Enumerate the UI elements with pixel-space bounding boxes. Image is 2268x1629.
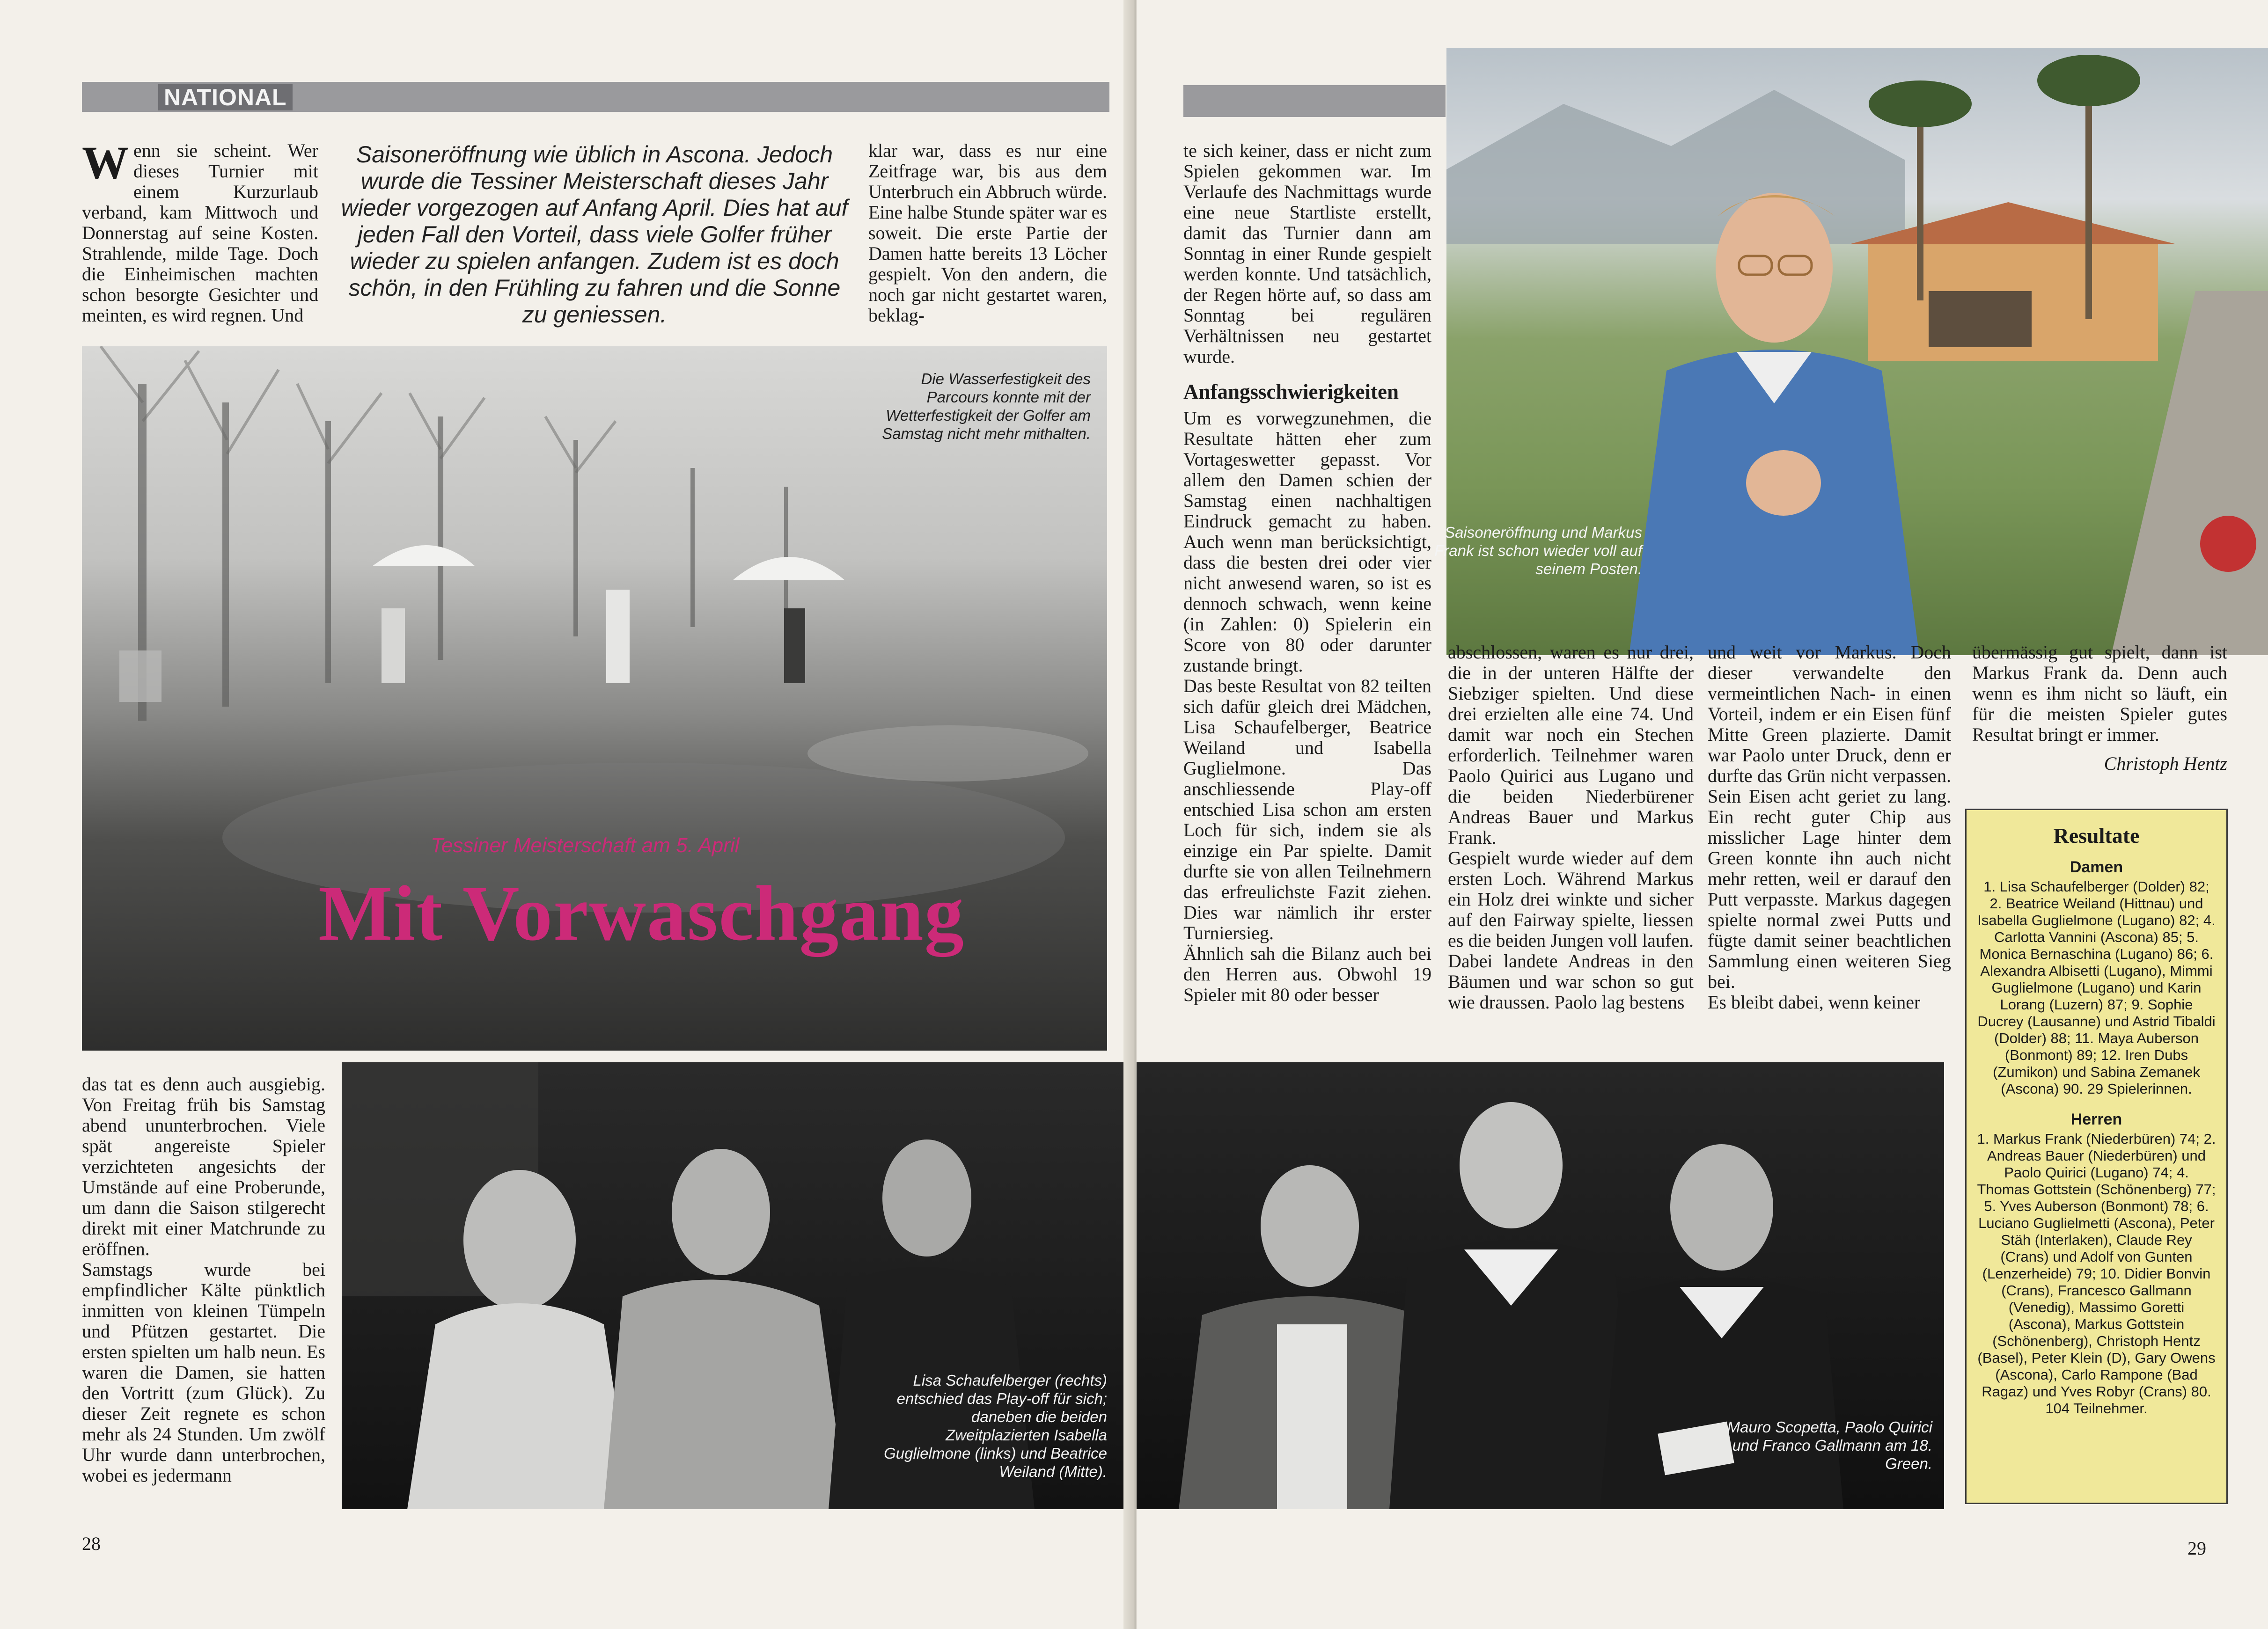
results-damen-heading: Damen <box>2070 858 2123 876</box>
page-number-right: 29 <box>2187 1538 2206 1559</box>
paragraph: te sich keiner, dass er nicht zum Spielen gekommen war. Im Verlaufe des Nachmittags wurde eine neue Startliste erstellt, damit das Turnier dann am Sonntag in einer Runde gespielt werden konnte. Und tatsächlich, der Regen hörte auf, so dass am Sonntag bei regulären Verhältnissen neu gestartet wurde. <box>1183 140 1431 367</box>
lead-paragraph: Saisoneröffnung wie üblich in Ascona. Jedoch wurde die Tessiner Meisterschaft dieses Jahr wieder vorgezogen auf Anfang April. Dies hat auf jeden Fall den Vorteil, dass viele Golfer früher wieder zu spielen anfangen. Zudem ist es doch schön, in den Frühling zu fahren und die Sonne zu geniessen. <box>341 141 848 328</box>
paragraph: Samstags wurde bei empfindlicher Kälte pünktlich inmitten von kleinen Tümpeln und Pfützen gestartet. Die ersten spielten um halb neun. Es waren die Damen, sie hatten den Vortritt (zum Glück). Zu dieser Zeit regnete es schon mehr als 24 Stunden. Um zwölf Uhr wurde dann unterbrochen, wobei es jedermann <box>82 1259 325 1486</box>
photo4-caption: Mauro Scopetta, Paolo Quirici und Franco Gallmann am 18. Green. <box>1727 1418 1932 1472</box>
left-page <box>0 0 1132 1629</box>
column-1-bottom <box>82 1074 325 1486</box>
author-byline: Christoph Hentz <box>2104 753 2227 774</box>
intro-column <box>82 137 318 326</box>
section-header-bar-right <box>1183 85 1446 117</box>
right-column-2 <box>1448 642 1694 1013</box>
paragraph: Gespielt wurde wieder auf dem ersten Loch. Während Markus ein Holz drei winkte und sicher auf den Fairway spielte, liessen es die beiden Jungen voll laufen. Dabei landete Andreas in den Bäumen und war schon so gut wie draussen. Paolo lag bestens <box>1448 847 1694 1013</box>
drop-cap: W <box>82 137 129 189</box>
right-column-1 <box>1183 140 1431 1005</box>
paragraph: Das beste Resultat von 82 teilten sich dafür gleich drei Mädchen, Lisa Schaufelberger, Beatrice Weiland und Isabella Guglielmone. Das anschliessende Play-off entschied Lisa schon am ersten Loch für sich, indem sie als einzige ein Par spielte. Damit durfte sie von allen Teilnehmern das erfreulichste Fazit ziehen. Dies war nämlich ihr erster Turniersieg. <box>1183 675 1431 943</box>
subhead: Anfangsschwierigkeiten <box>1183 380 1399 403</box>
paragraph: abschlossen, waren es nur drei, die in der unteren Hälfte der Siebziger spielten. Und diese drei erzielten alle eine 74. Und damit war noch ein Stechen erforderlich. Teilnehmer waren Paolo Quirici aus Lugano und die beiden Niederbürener Andreas Bauer und Markus Frank. <box>1448 642 1694 848</box>
article-subtitle: Tessiner Meisterschaft am 5. April <box>431 834 740 857</box>
results-box <box>1965 809 2228 1504</box>
photo3-caption: Saisoneröffnung und Markus Frank ist schon wieder voll auf seinem Posten. <box>1434 524 1642 577</box>
right-column-4 <box>1972 642 2227 774</box>
intro-text: enn sie scheint. Wer dieses Turnier mit einem Kurzurlaub verband, kam Mittwoch und Donnerstag auf seine Kosten. Strahlende, milde Tage. Doch die Einheimischen machten schon besorgte Gesichter und meinten, es wird regnen. Und <box>82 140 318 326</box>
results-herren-heading: Herren <box>2070 1110 2122 1128</box>
results-damen-list: 1. Lisa Schaufelberger (Dolder) 82; 2. Beatrice Weiland (Hittnau) und Isabella Guglielmone (Lugano) 82; 4. Carlotta Vannini (Ascona) 85; 5. Monica Bernaschina (Lugano) 86; 6. Alexandra Albisetti (Lugano), Mimmi Guglielmone (Lugano) und Karin Lorang (Luzern) 87; 9. Sophie Ducrey (Lausanne) und Astrid Tibaldi (Dolder) 88; 11. Maya Auberson (Bonmont) 89; 12. Iren Dubs (Zumikon) und Sabina Zemanek (Ascona) 90. 29 Spielerinnen. <box>1977 878 2216 1097</box>
results-herren-list: 1. Markus Frank (Niederbüren) 74; 2. Andreas Bauer (Niederbüren) und Paolo Quirici (Lugano) 74; 4. Thomas Gottstein (Schönenberg) 77; 5. Yves Auberson (Bonmont) 78; 6. Luciano Guglielmetti (Ascona), Peter Stäh (Interlaken), Claude Rey (Crans) und Adolf von Gunten (Lenzerheide) 79; 10. Didier Bonvin (Crans), Francesco Gallmann (Venedig), Massimo Goretti (Ascona), Markus Gottstein (Schönenberg), Christoph Hentz (Basel), Peter Klein (D), Gary Owens (Ascona), Carlo Rampone (Bad Ragaz) und Yves Robyr (Crans) 80. 104 Teilnehmer. <box>1977 1131 2216 1417</box>
right-page <box>1137 0 2268 1629</box>
paragraph: und weit vor Markus. Doch dieser verwandelte den vermeintlichen Nach- in einen Vorteil, indem er ein Eisen fünf Mitte Green plazierte. Damit war Paolo unter Druck, denn er durfte das Grün nicht verpassen. Sein Eisen acht geriet zu lang. Ein recht guter Chip aus misslicher Lage hinter dem Green konnte ihn auch nicht mehr retten, weil er darauf den Putt verpasste. Markus dagegen spielte normal zwei Putts und fügte damit seiner beachtlichen Sammlung einen weiteren Sieg bei. <box>1708 642 1951 992</box>
right-column-3 <box>1708 642 1951 1013</box>
photo2-caption: Lisa Schaufelberger (rechts) entschied das Play-off für sich; daneben die beiden Zweitplazierten Isabella Guglielmone (links) und Beatrice Weiland (Mitte). <box>884 1372 1107 1480</box>
column-3-top: klar war, dass es nur eine Zeitfrage war, bis aus dem Unterbruch ein Abbruch würde. Eine halbe Stunde später war es soweit. Die erste Partie der Damen hatte bereits 13 Löcher gespielt. Von den andern, die noch gar nicht gestartet waren, beklag- <box>868 140 1107 326</box>
results-title: Resultate <box>2053 824 2140 847</box>
paragraph: das tat es denn auch ausgiebig. Von Freitag früh bis Samstag abend ununterbrochen. Viele spät angereiste Spieler verzichteten angesichts der Umstände auf eine Proberunde, um dann die Saison stilgerecht direkt mit einer Matchrunde zu eröffnen. <box>82 1074 325 1259</box>
paragraph: Es bleibt dabei, wenn keiner <box>1708 992 1921 1013</box>
page-number-left: 28 <box>82 1533 101 1554</box>
paragraph: übermässig gut spielt, dann ist Markus Frank da. Denn auch wenn es ihm nicht so läuft, ein für die meisten Spieler gutes Resultat bringt er immer. <box>1972 642 2227 745</box>
photo1-caption: Die Wasserfestigkeit des Parcours konnte mit der Wetterfestigkeit der Golfer am Samstag nicht mehr mithalten. <box>882 370 1091 442</box>
section-kicker: NATIONAL <box>158 84 293 110</box>
paragraph: Um es vorwegzunehmen, die Resultate hätten eher zum Vortageswetter gepasst. Vor allem den Damen schien der Samstag einen nachhaltigen Eindruck gemacht zu haben. Auch wenn man berücksichtigt, dass die besten drei oder vier nicht anwesend waren, so ist es dennoch schwach, wenn keine (in Zahlen: 0) Spielerin ein Score von 80 oder darunter zustande bringt. <box>1183 408 1431 676</box>
paragraph: Ähnlich sah die Bilanz auch bei den Herren aus. Obwohl 19 Spieler mit 80 oder besser <box>1183 943 1431 1005</box>
article-title: Mit Vorwaschgang <box>318 870 965 957</box>
